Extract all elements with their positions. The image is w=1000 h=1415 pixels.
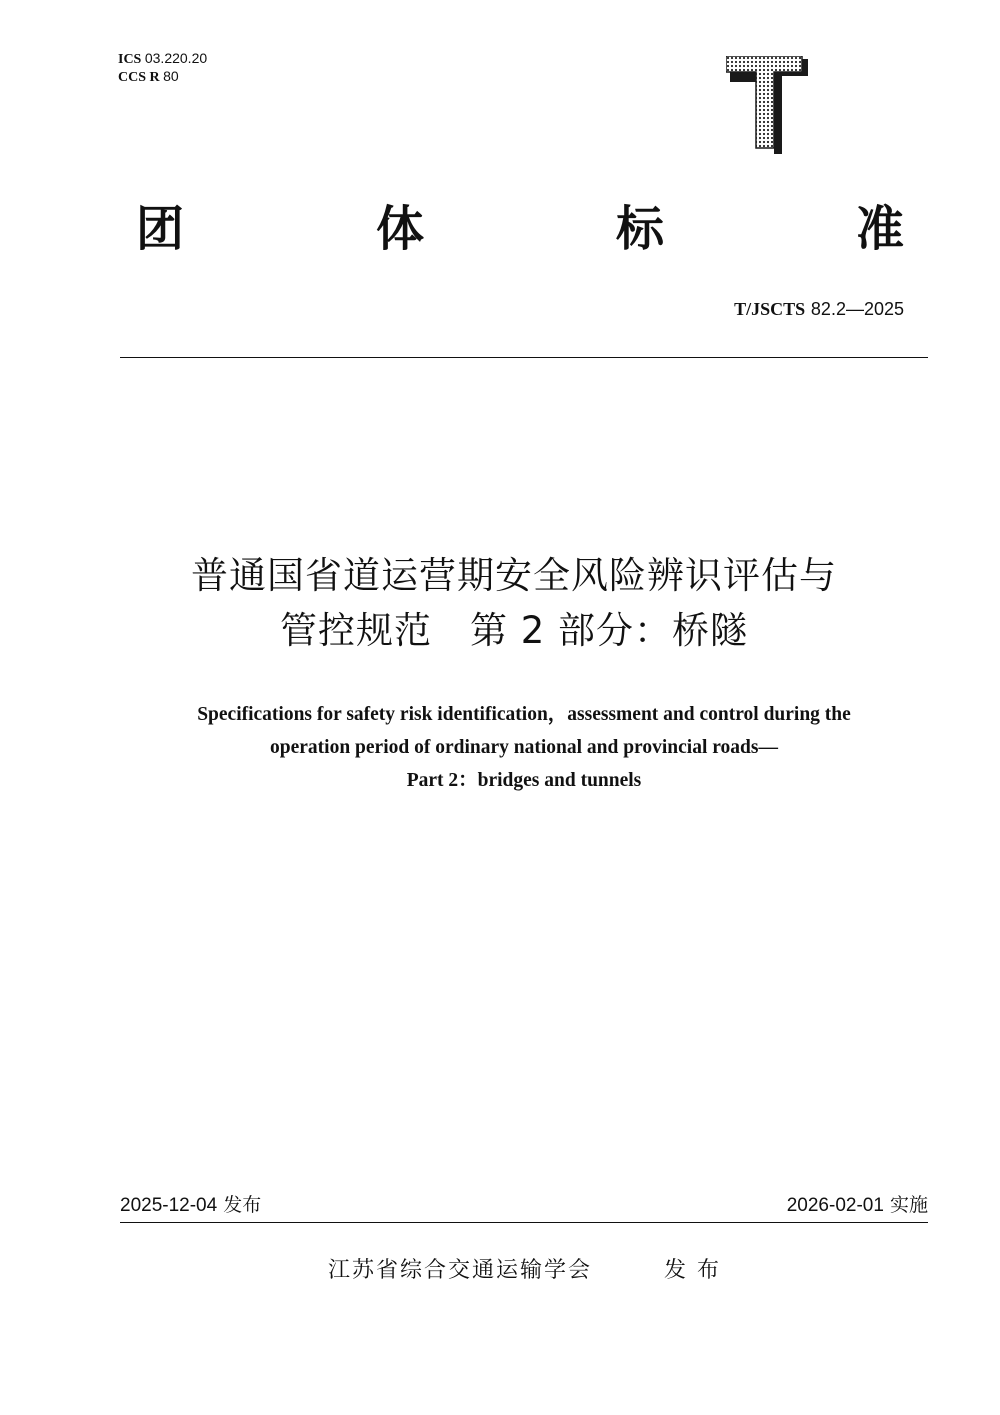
footer-divider	[120, 1222, 928, 1223]
t-logo-icon	[726, 56, 808, 154]
implementation-date-value: 2026-02-01	[786, 1195, 884, 1216]
standard-type-heading	[120, 198, 918, 260]
standard-type-char-3: 标	[616, 201, 665, 257]
ics-label: ICS	[118, 52, 142, 67]
english-title-line-3: Part 2：bridges and tunnels	[406, 770, 642, 791]
chinese-title	[100, 548, 928, 658]
english-title-line-1: Specifications for safety risk identification，assessment and control during the	[197, 704, 851, 725]
implementation-date-label: 实施	[889, 1194, 928, 1216]
ccs-letter: R	[149, 70, 160, 85]
ccs-code	[118, 68, 207, 86]
chinese-title-line-1: 普通国省道运营期安全风险辨识评估与	[191, 554, 837, 597]
issue-date-label: 发布	[223, 1194, 262, 1216]
implementation-date	[787, 1190, 928, 1217]
standard-type-char-4: 准	[856, 201, 905, 257]
header-divider	[120, 357, 928, 358]
standard-number	[734, 299, 904, 320]
standard-number-prefix: T/JSCTS	[734, 299, 806, 319]
english-title-line-2: operation period of ordinary national and provincial roads—	[270, 737, 778, 758]
ccs-label: CCS	[118, 70, 147, 85]
chinese-title-line-2: 管控规范 第 2 部分：桥隧	[279, 609, 749, 652]
standard-number-value: 82.2—2025	[810, 299, 904, 319]
publisher-name: 江苏省综合交通运输学会	[328, 1258, 593, 1283]
publisher-action: 发布	[664, 1258, 731, 1283]
standard-type-char-1: 团	[136, 201, 185, 257]
classification-codes	[118, 50, 207, 86]
issue-date	[120, 1190, 261, 1217]
ics-code	[118, 50, 207, 68]
standard-type-char-2: 体	[376, 201, 425, 257]
english-title	[100, 698, 948, 797]
ccs-number: 80	[163, 68, 179, 84]
ics-value: 03.220.20	[144, 50, 208, 66]
issue-date-value: 2025-12-04	[120, 1195, 218, 1216]
